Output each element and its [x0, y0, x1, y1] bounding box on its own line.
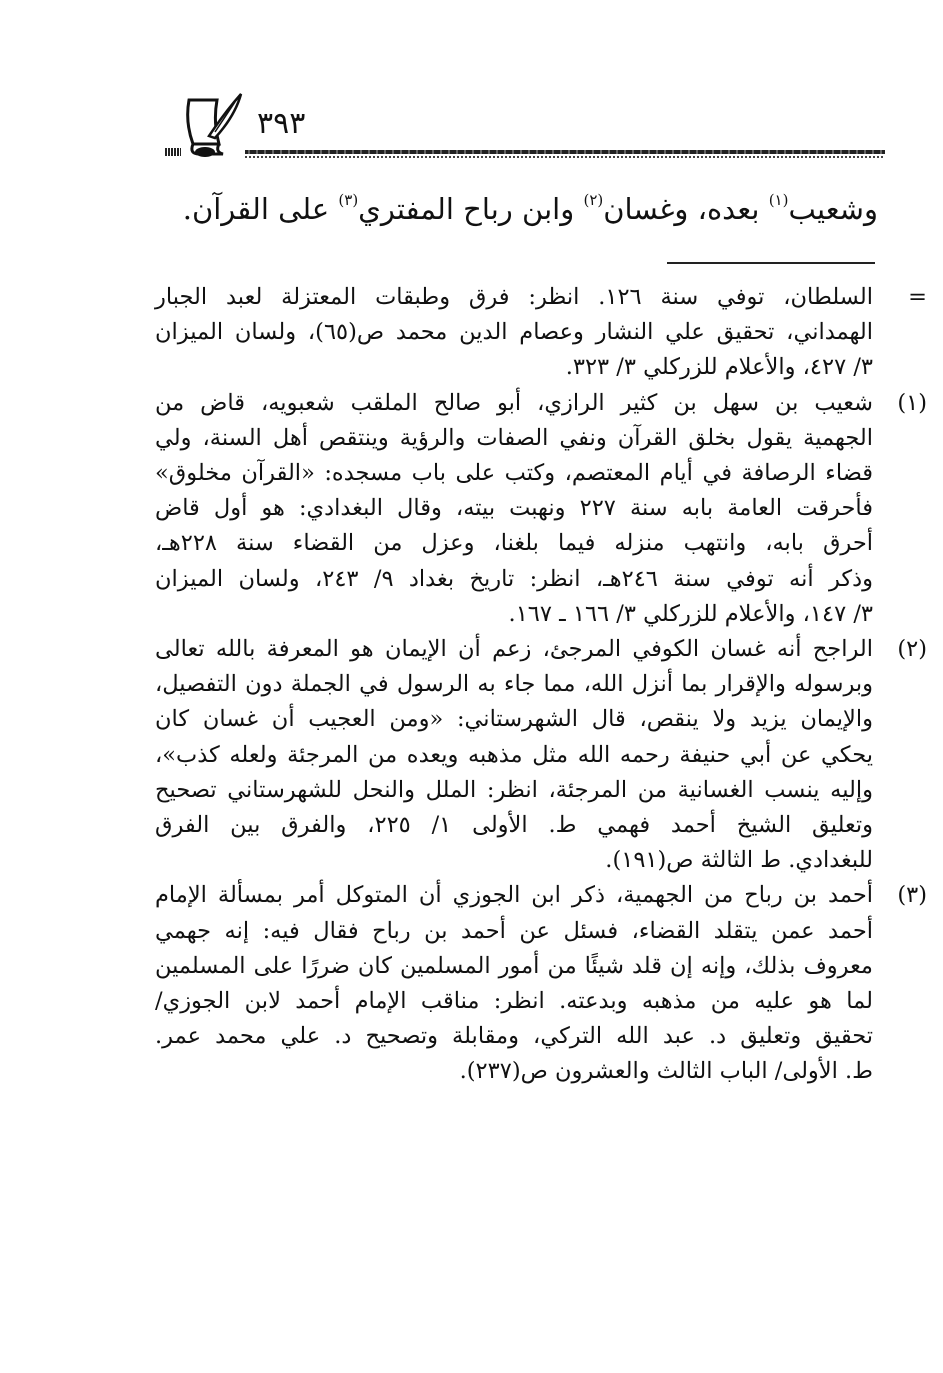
footnote-line: أحمد بن رباح من الجهمية، ذكر ابن الجوزي أن المتوكل أمر بمسألة الإمام	[155, 882, 873, 909]
header-rule-ornament	[165, 148, 181, 156]
footnote-ref-3: (٣)	[338, 191, 359, 209]
footnote-ref-1: (١)	[768, 191, 789, 209]
footnote-line: قضاء الرصافة في أيام المعتصم، وكتب على باب مسجده: «القرآن مخلوق»	[155, 460, 873, 487]
footnote-1	[155, 386, 927, 632]
footnote-2	[155, 632, 927, 878]
footnote-marker: (١)	[897, 389, 927, 416]
footnote-line: وإليه ينسب الغسانية من المرجئة، انظر: الملل والنحل للشهرستاني تصحيح	[155, 776, 873, 803]
footnote-separator	[667, 262, 875, 264]
footnote-line: السلطان، توفي سنة ١٢٦. انظر: فرق وطبقات المعتزلة لعبد الجبار	[155, 284, 873, 310]
footnote-marker: (٣)	[897, 882, 927, 909]
footnote-line: وبرسوله والإقرار بما أنزل الله، مما جاء به الرسول في الجملة دون التفصيل،	[155, 671, 873, 698]
footnote-marker: (٢)	[897, 636, 927, 663]
page-header	[165, 92, 885, 162]
footnote-line: أحرق بابه، وانتهب منزله فيما بلغنا، وعزل من القضاء سنة ٢٢٨هـ،	[155, 530, 873, 557]
main-text-segment: على القرآن.	[182, 192, 339, 226]
footnote-line: وذكر أنه توفي سنة ٢٤٦هـ، انظر: تاريخ بغداد ٩/ ٢٤٣، ولسان الميزان	[155, 565, 873, 592]
main-text-segment: بعده، وغسان	[603, 192, 769, 226]
footnote-line: لما هو عليه من مذهبه وبدعته. انظر: مناقب الإمام أحمد لابن الجوزي/	[155, 988, 873, 1015]
header-rule	[245, 150, 885, 154]
footnote-line: معروف بذلك، وإنه إن قلد شيئًا من أمور المسلمين كان ضررًا على المسلمين	[155, 952, 873, 979]
footnote-line: تحقيق وتعليق د. عبد الله التركي، ومقابلة وتصحيح د. علي محمد عمر.	[155, 1023, 873, 1050]
header-rule-secondary	[245, 156, 885, 158]
footnote-line: أحمد عمن يتقلد القضاء، فسئل عن أحمد بن رباح فقال فيه: إنه جهمي	[155, 917, 873, 944]
footnote-line: للبغدادي. ط الثالثة ص(١٩١).	[605, 847, 873, 874]
page-number: ٣٩٣	[257, 106, 306, 141]
main-text-segment: وشعيب	[788, 192, 878, 226]
footnote-line: شعيب بن سهل بن كثير الرازي، أبو صالح الملقب شعبويه، قاض من	[155, 389, 873, 416]
footnote-line: ٣/ ٤٢٧، والأعلام للزركلي ٣/ ٣٢٣.	[565, 354, 873, 381]
footnote-line: فأحرقت العامة بابه سنة ٢٢٧ ونهبت بيته، وقال البغدادي: هو أول قاض	[155, 495, 873, 522]
footnote-line: الراجح أنه غسان الكوفي المرجئ، زعم أن الإيمان هو المعرفة بالله تعالى	[155, 636, 873, 663]
footnote-line: الهمداني، تحقيق علي النشار وعصام الدين محمد ص(٦٥)، ولسان الميزان	[155, 319, 874, 346]
footnote-line: وتعليق الشيخ أحمد فهمي ط. الأولى ١/ ٢٢٥، والفرق بين الفرق	[155, 812, 874, 839]
footnote-line: يحكي عن أبي حنيفة رحمه الله مثل مذهبه ويعده من المرجئة ولعله كذب»،	[155, 741, 873, 768]
main-text-line	[158, 180, 878, 238]
footnotes	[155, 280, 927, 1090]
quill-scroll-icon	[179, 92, 249, 160]
footnote-line: الجهمية يقول بخلق القرآن ونفي الصفات والرؤية وينتقص أهل السنة، ولي	[155, 424, 873, 451]
footnote-continuation	[155, 280, 927, 386]
footnote-marker: =	[908, 284, 927, 310]
footnote-line: والإيمان يزيد ولا ينقص، قال الشهرستاني: «ومن العجيب أن غسان كان	[155, 706, 873, 733]
footnote-ref-2: (٢)	[583, 191, 604, 209]
footnote-3	[155, 878, 927, 1089]
footnote-line: ط. الأولى/ الباب الثالث والعشرون ص(٢٣٧).	[459, 1058, 873, 1085]
main-text-segment: وابن رباح المفتري	[358, 192, 584, 226]
footnote-line: ٣/ ١٤٧، والأعلام للزركلي ٣/ ١٦٦ ـ ١٦٧.	[508, 600, 873, 627]
